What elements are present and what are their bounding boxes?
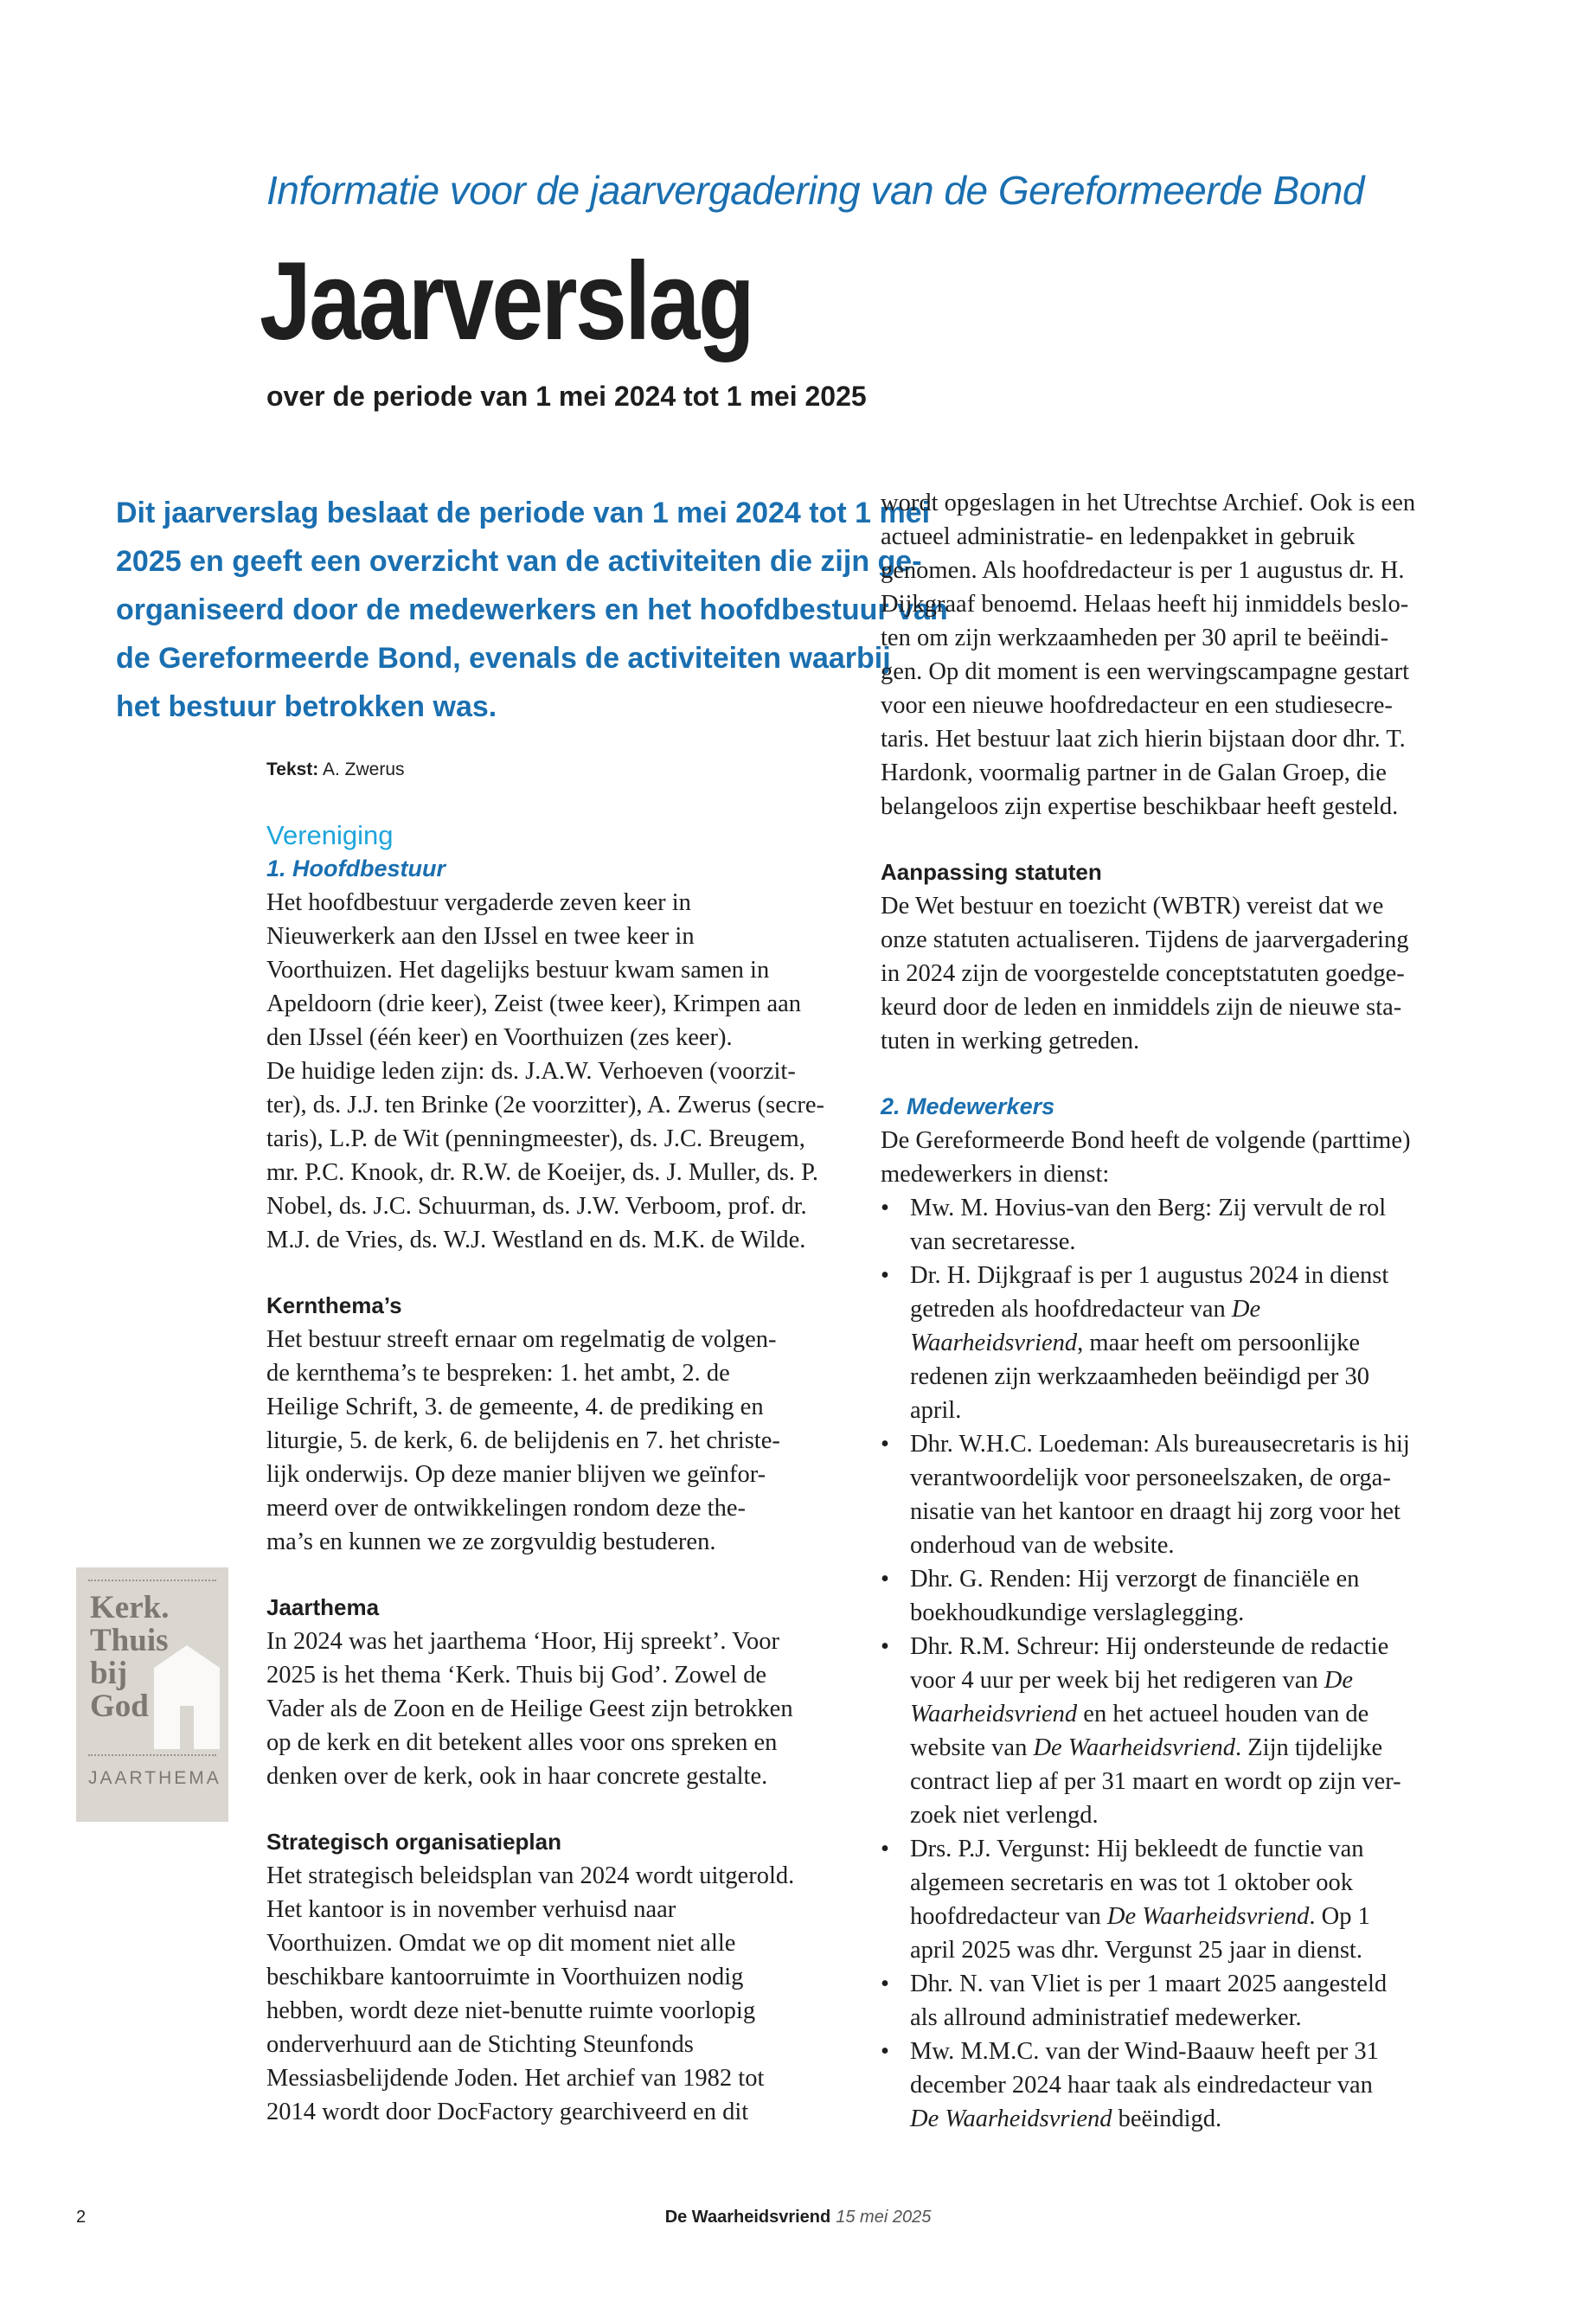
- text-line: genomen. Als hoofdredacteur is per 1 augustus dr. H.: [881, 557, 1405, 584]
- text-line: wordt opgeslagen in het Utrechtse Archief. Ook is een: [881, 490, 1416, 516]
- text-line: • Drs. P.J. Vergunst: Hij bekleedt de functie van: [910, 1836, 1364, 1862]
- footer-magazine: De Waarheidsvriend: [664, 2208, 831, 2227]
- text-line: mr. P.C. Knook, dr. R.W. de Koeijer, ds. J. Muller, ds. P.: [266, 1159, 818, 1186]
- spacer: [266, 1559, 837, 1591]
- list-item: [881, 1630, 1486, 1832]
- spacer: [266, 1793, 837, 1825]
- kicker: Informatie voor de jaarvergadering van de Gereformeerde Bond: [266, 168, 1364, 213]
- text-line: hebben, wordt deze niet-benutte ruimte voorlopig: [266, 1997, 756, 2024]
- text-run: . Zijn tijdelijke: [1235, 1734, 1383, 1761]
- text-line: Messiasbelijdende Joden. Het archief van 1982 tot: [266, 2065, 765, 2092]
- text-line: ter), ds. J.J. ten Brinke (2e voorzitter), A. Zwerus (secre-: [266, 1092, 824, 1118]
- text-run: getreden als hoofdredacteur van: [910, 1296, 1226, 1323]
- magazine-title: De: [1324, 1667, 1354, 1694]
- text-line: M.J. de Vries, ds. W.J. Westland en ds. M.K. de Wilde.: [266, 1227, 806, 1253]
- subheading-aanpassing-statuten: Aanpassing statuten: [881, 859, 1102, 885]
- byline-author: A. Zwerus: [322, 760, 405, 779]
- text-line: in 2024 zijn de voorgestelde conceptstatuten goedge-: [881, 960, 1405, 987]
- footer: [0, 2208, 1596, 2227]
- magazine-title: De Waarheidsvriend: [910, 2106, 1112, 2132]
- text-run: beëindigd.: [1112, 2106, 1222, 2132]
- text-line: • Dhr. N. van Vliet is per 1 maart 2025 aangesteld: [910, 1971, 1388, 1997]
- text-line: ten om zijn werkzaamheden per 30 april te beëindi-: [881, 625, 1389, 651]
- magazine-title: De Waarheidsvriend: [1033, 1734, 1235, 1761]
- text-line: medewerkers in dienst:: [881, 1161, 1110, 1188]
- list-item: [881, 1967, 1486, 2035]
- text-line: lijk onderwijs. Op deze manier blijven we geïnfor-: [266, 1461, 766, 1488]
- subheading-medewerkers: 2. Medewerkers: [881, 1093, 1055, 1119]
- intro-line: de Gereformeerde Bond, evenals de activiteiten waarbij: [116, 642, 891, 675]
- text-line: [910, 1697, 1486, 1731]
- dotted-divider: [88, 1580, 216, 1581]
- text-line: gen. Op dit moment is een wervingscampagne gestart: [881, 658, 1409, 685]
- list-item: [881, 1427, 1486, 1562]
- spacer: [881, 1058, 1486, 1090]
- text-line: taris), L.P. de Wit (penningmeester), ds. J.C. Breugem,: [266, 1125, 805, 1152]
- text-line: [910, 1292, 1486, 1326]
- byline-label: Tekst:: [266, 760, 319, 779]
- text-line: De Wet bestuur en toezicht (WBTR) vereist dat we: [881, 893, 1384, 920]
- page-number: 2: [76, 2208, 87, 2227]
- text-run: voor 4 uur per week bij het redigeren van: [910, 1667, 1318, 1694]
- text-line: onderhoud van de website.: [910, 1532, 1175, 1559]
- spacer: [266, 1257, 837, 1289]
- badge-word: God: [90, 1689, 149, 1724]
- text-run: , maar heeft om persoonlijke: [1077, 1330, 1361, 1356]
- text-line: nisatie van het kantoor en draagt hij zorg voor het: [910, 1498, 1401, 1525]
- text-line: [910, 2102, 1486, 2136]
- text-line: Het bestuur streeft ernaar om regelmatig de volgen-: [266, 1326, 777, 1353]
- badge-word: Kerk.: [90, 1590, 170, 1625]
- text-line: Voorthuizen. Omdat we op dit moment niet alle: [266, 1930, 736, 1957]
- text-line: december 2024 haar taak als eindredacteur van: [910, 2072, 1373, 2099]
- text-line: tuten in werking getreden.: [881, 1028, 1140, 1054]
- text-line: Nieuwerkerk aan den IJssel en twee keer in: [266, 923, 695, 950]
- text-line: voor een nieuwe hoofdredacteur en een studiesecre-: [881, 692, 1393, 719]
- magazine-title: Waarheidsvriend: [910, 1330, 1078, 1356]
- text-line: op de kerk en dit betekent alles voor ons spreken en: [266, 1729, 778, 1756]
- text-line: • Dhr. R.M. Schreur: Hij ondersteunde de redactie: [910, 1633, 1389, 1660]
- text-line: denken over de kerk, ook in haar concrete gestalte.: [266, 1763, 768, 1790]
- text-line: algemeen secretaris en was tot 1 oktober ook: [910, 1869, 1354, 1896]
- text-line: Het kantoor is in november verhuisd naar: [266, 1896, 676, 1923]
- magazine-title: De: [1231, 1296, 1261, 1323]
- text-line: Hardonk, voormalig partner in de Galan Groep, die: [881, 760, 1387, 786]
- text-line: liturgie, 5. de kerk, 6. de belijdenis en 7. het christe-: [266, 1427, 780, 1454]
- text-line: onderverhuurd aan de Stichting Steunfonds: [266, 2031, 694, 2058]
- text-line: redenen zijn werkzaamheden beëindigd per 30: [910, 1363, 1369, 1390]
- list-item: [881, 1259, 1486, 1427]
- text-line: april 2025 was dhr. Vergunst 25 jaar in dienst.: [910, 1937, 1362, 1964]
- text-line: actueel administratie- en ledenpakket in gebruik: [881, 523, 1356, 550]
- page-title: Jaarverslag: [260, 240, 753, 363]
- subheading-jaarthema: Jaarthema: [266, 1594, 380, 1620]
- text-line: In 2024 was het jaarthema ‘Hoor, Hij spreekt’. Voor: [266, 1628, 779, 1655]
- text-line: De huidige leden zijn: ds. J.A.W. Verhoeven (voorzit-: [266, 1058, 796, 1085]
- text-line: meerd over de ontwikkelingen rondom deze the-: [266, 1495, 746, 1522]
- subtitle: over de periode van 1 mei 2024 tot 1 mei 2025: [266, 381, 867, 412]
- subheading-strategisch: Strategisch organisatieplan: [266, 1829, 561, 1855]
- badge-word: Thuis: [90, 1623, 169, 1658]
- list-item: [881, 1191, 1486, 1259]
- text-line: van secretaresse.: [910, 1228, 1076, 1255]
- intro-lead: [116, 489, 948, 731]
- text-line: De Gereformeerde Bond heeft de volgende (parttime): [881, 1127, 1411, 1154]
- text-line: 2014 wordt door DocFactory gearchiveerd en dit: [266, 2099, 749, 2125]
- list-item: [881, 1832, 1486, 1967]
- dotted-divider: [88, 1754, 216, 1756]
- text-line: [910, 1326, 1486, 1360]
- text-line: [910, 1731, 1486, 1765]
- text-line: Het strategisch beleidsplan van 2024 wordt uitgerold.: [266, 1862, 795, 1889]
- text-line: de kernthema’s te bespreken: 1. het ambt, 2. de: [266, 1360, 730, 1387]
- text-line: Dijkgraaf benoemd. Helaas heeft hij inmiddels beslo-: [881, 591, 1409, 618]
- subheading-hoofdbestuur: 1. Hoofdbestuur: [266, 856, 445, 881]
- text-line: onze statuten actualiseren. Tijdens de jaarvergadering: [881, 926, 1409, 953]
- text-line: taris. Het bestuur laat zich hierin bijstaan door dhr. T.: [881, 726, 1406, 753]
- text-line: Apeldoorn (drie keer), Zeist (twee keer), Krimpen aan: [266, 990, 802, 1017]
- list-item: [881, 2035, 1486, 2136]
- right-column: [881, 486, 1486, 2136]
- text-line: • Mw. M.M.C. van der Wind-Baauw heeft per 31: [910, 2038, 1379, 2065]
- intro-line: 2025 en geeft een overzicht van de activiteiten die zijn ge-: [116, 545, 922, 578]
- jaarthema-badge: [76, 1567, 228, 1822]
- text-line: Het hoofdbestuur vergaderde zeven keer in: [266, 889, 691, 916]
- intro-line: organiseerd door de medewerkers en het hoofdbestuur van: [116, 593, 948, 626]
- text-run: en het actueel houden van de: [1077, 1701, 1369, 1727]
- text-line: keurd door de leden en inmiddels zijn de nieuwe sta-: [881, 994, 1402, 1021]
- list-item: [881, 1562, 1486, 1630]
- text-line: [910, 1663, 1486, 1697]
- magazine-title: De Waarheidsvriend: [1106, 1903, 1310, 1930]
- text-line: • Dhr. W.H.C. Loedeman: Als bureausecretaris is hij: [910, 1431, 1410, 1458]
- text-line: boekhoudkundige verslaglegging.: [910, 1599, 1245, 1626]
- magazine-title: Waarheidsvriend: [910, 1701, 1078, 1727]
- badge-words: [90, 1592, 169, 1723]
- text-line: den IJssel (één keer) en Voorthuizen (zes keer).: [266, 1024, 733, 1051]
- text-line: • Dhr. G. Renden: Hij verzorgt de financiële en: [910, 1566, 1360, 1593]
- text-run: . Op 1: [1309, 1903, 1370, 1930]
- badge-label: JAARTHEMA: [88, 1768, 221, 1788]
- spacer: [881, 824, 1486, 856]
- text-line: verantwoordelijk voor personeelszaken, de orga-: [910, 1465, 1391, 1491]
- text-run: website van: [910, 1734, 1034, 1761]
- text-line: Nobel, ds. J.C. Schuurman, ds. J.W. Verboom, prof. dr.: [266, 1193, 807, 1220]
- text-line: belangeloos zijn expertise beschikbaar heeft gesteld.: [881, 793, 1399, 820]
- text-line: Heilige Schrift, 3. de gemeente, 4. de prediking en: [266, 1394, 764, 1420]
- text-line: [910, 1900, 1486, 1933]
- text-line: • Mw. M. Hovius-van den Berg: Zij vervult de rol: [910, 1195, 1387, 1221]
- subheading-kernthemas: Kernthema’s: [266, 1292, 402, 1318]
- badge-word: bij: [90, 1656, 128, 1691]
- byline: [266, 760, 405, 780]
- section-heading-vereniging: Vereniging: [266, 820, 394, 850]
- text-line: ma’s en kunnen we ze zorgvuldig bestuderen.: [266, 1529, 716, 1555]
- footer-date: 15 mei 2025: [836, 2208, 932, 2227]
- text-line: Vader als de Zoon en de Heilige Geest zijn betrokken: [266, 1695, 793, 1722]
- text-line: Voorthuizen. Het dagelijks bestuur kwam samen in: [266, 957, 770, 984]
- text-line: beschikbare kantoorruimte in Voorthuizen nodig: [266, 1964, 744, 1990]
- text-line: 2025 is het thema ‘Kerk. Thuis bij God’. Zowel de: [266, 1662, 767, 1689]
- text-line: als allround administratief medewerker.: [910, 2004, 1302, 2031]
- intro-line: Dit jaarverslag beslaat de periode van 1 mei 2024 tot 1 mei: [116, 497, 931, 529]
- left-column: [266, 818, 837, 2129]
- text-run: hoofdredacteur van: [910, 1903, 1107, 1930]
- intro-line: het bestuur betrokken was.: [116, 690, 497, 723]
- text-line: • Dr. H. Dijkgraaf is per 1 augustus 2024 in dienst: [910, 1262, 1389, 1289]
- text-line: zoek niet verlengd.: [910, 1802, 1099, 1829]
- text-line: contract liep af per 31 maart en wordt op zijn ver-: [910, 1768, 1401, 1795]
- text-line: april.: [910, 1397, 962, 1424]
